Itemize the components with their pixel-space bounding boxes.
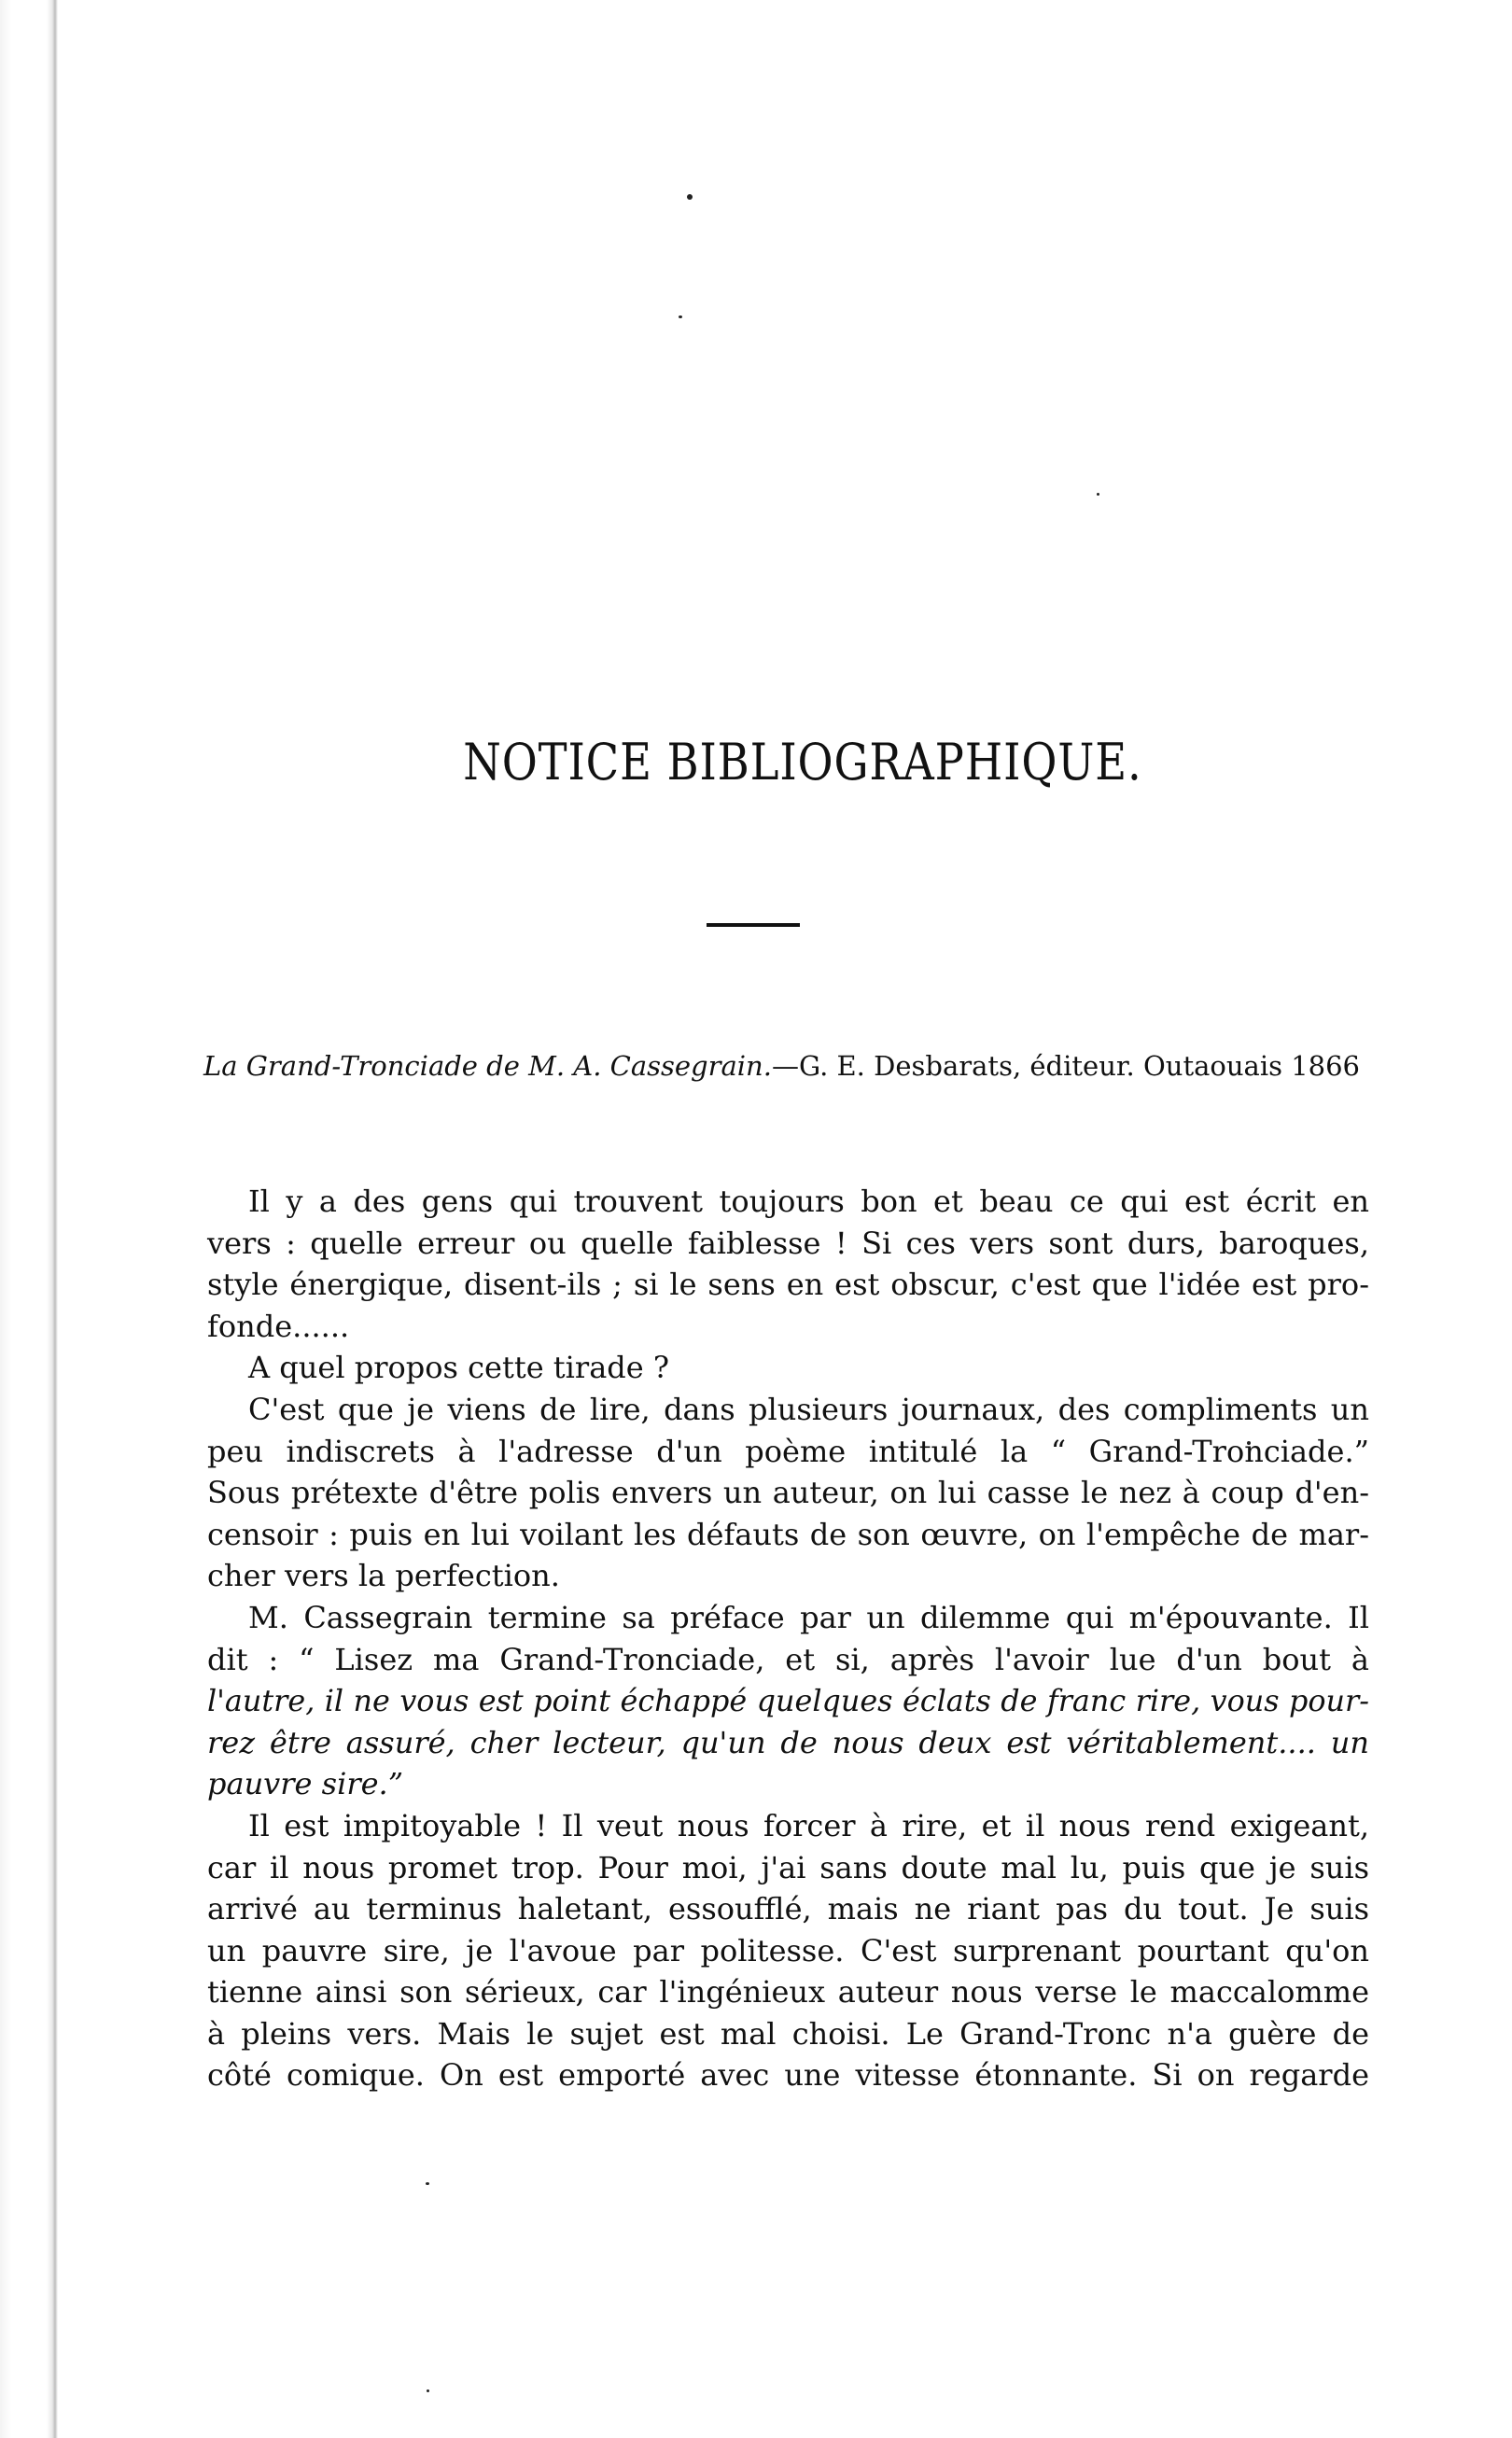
text-line: Sous prétexte d'être polis envers un auteur, on lui casse le nez à coup d'en- — [207, 1475, 1369, 1511]
scan-speck — [687, 194, 693, 200]
text-line: l'autre, il ne vous est point échappé quelques éclats de franc rire, vous pour- — [207, 1683, 1369, 1719]
scan-speck — [427, 2389, 429, 2392]
text-line: tienne ainsi son sérieux, car l'ingénieux auteur nous verse le maccalomme — [207, 1974, 1369, 2011]
text-line: A quel propos cette tirade ? — [248, 1350, 670, 1386]
text-line: côté comique. On est emporté avec une vitesse étonnante. Si on regarde — [207, 2057, 1369, 2094]
text-line: fonde...... — [207, 1308, 350, 1344]
text-line: Il y a des gens qui trouvent toujours bon et beau ce qui est écrit en — [248, 1184, 1369, 1219]
text-line: M. Cassegrain termine sa préface par un dilemme qui m'épouvante. Il — [248, 1599, 1369, 1635]
citation-work-title: La Grand-Tronciade de M. A. Cassegrain. — [203, 1050, 772, 1082]
citation-publisher: —G. E. Desbarats, éditeur. Outaouais 1866 — [771, 1050, 1360, 1082]
text-line: pauvre sire.” — [207, 1766, 404, 1802]
paragraph-1 — [207, 1181, 1369, 1347]
text-line: C'est que je viens de lire, dans plusieurs journaux, des compliments un — [248, 1391, 1369, 1427]
body-text — [207, 1181, 1369, 2096]
text-line: dit : “ Lisez ma Grand-Tronciade, et si, après l'avoir lue d'un bout à — [207, 1641, 1369, 1677]
text-line: car il nous promet trop. Pour moi, j'ai sans doute mal lu, puis que je suis — [207, 1849, 1369, 1885]
paragraph-2 — [207, 1347, 1369, 1389]
text-line: vers : quelle erreur ou quelle faiblesse ! Si ces vers sont durs, baroques, — [207, 1225, 1369, 1261]
binding-edge — [0, 0, 58, 2438]
paragraph-4 — [207, 1597, 1369, 1805]
paragraph-3 — [207, 1389, 1369, 1597]
text-line: censoir : puis en lui voilant les défauts de son œuvre, on l'empêche de mar- — [207, 1516, 1369, 1552]
scan-speck — [426, 2182, 429, 2185]
text-line: style énergique, disent-ils ; si le sens en est obscur, c'est que l'idée est pro- — [207, 1267, 1369, 1303]
scan-speck — [1097, 493, 1099, 496]
text-line: arrivé au terminus haletant, essoufflé, mais ne riant pas du tout. Je suis — [207, 1891, 1369, 1927]
text-line: peu indiscrets à l'adresse d'un poème intitulé la “ Grand-Tronciade.” — [207, 1433, 1369, 1469]
citation — [203, 1050, 1370, 1082]
text-line: cher vers la perfection. — [207, 1558, 560, 1594]
title-rule — [707, 923, 800, 927]
text-line: à pleins vers. Mais le sujet est mal choisi. Le Grand-Tronc n'a guère de — [207, 2015, 1369, 2052]
text-line: Il est impitoyable ! Il veut nous forcer à rire, et il nous rend exigeant, — [248, 1807, 1369, 1843]
paragraph-5 — [207, 1805, 1369, 2096]
page-title: NOTICE BIBLIOGRAPHIQUE. — [463, 733, 1142, 792]
page-title-wrap — [364, 733, 1241, 792]
text-line: rez être assuré, cher lecteur, qu'un de nous deux est véritablement.... un — [207, 1724, 1369, 1760]
text-line: un pauvre sire, je l'avoue par politesse. C'est surprenant pourtant qu'on — [207, 1932, 1369, 1969]
scan-speck — [679, 315, 682, 318]
